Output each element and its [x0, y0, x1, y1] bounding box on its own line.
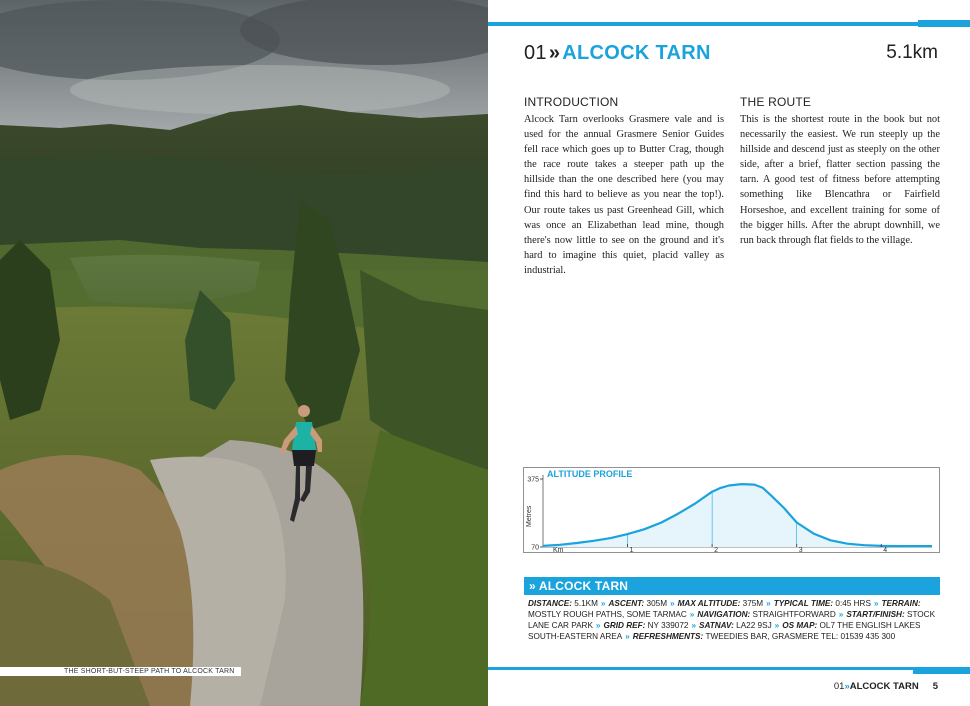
route-distance: 5.1km: [886, 42, 938, 63]
separator-icon: »: [873, 599, 879, 608]
introduction-heading: INTRODUCTION: [524, 95, 619, 109]
info-label: ASCENT:: [608, 599, 647, 608]
x-axis-label: Km: [553, 547, 564, 553]
route-section: [740, 95, 940, 248]
x-tick-label: 4: [883, 547, 888, 553]
info-value: 0:45 HRS: [835, 599, 871, 608]
info-label: TYPICAL TIME:: [773, 599, 836, 608]
introduction-section: [524, 95, 724, 278]
info-label: OS MAP:: [782, 621, 820, 630]
info-value: MOSTLY ROUGH PATHS, SOME TARMAC: [528, 610, 687, 619]
route-heading: THE ROUTE: [740, 95, 812, 109]
info-heading-label: ALCOCK TARN: [538, 579, 629, 593]
separator-icon: »: [670, 599, 675, 608]
chart-title: ALTITUDE PROFILE: [547, 469, 633, 479]
info-label: MAX ALTITUDE:: [677, 599, 743, 608]
info-label: NAVIGATION:: [697, 610, 753, 619]
x-tick-label: 3: [798, 547, 803, 553]
separator-icon: »: [838, 610, 844, 619]
chevron-icon: »: [548, 42, 561, 64]
y-tick-label: 70: [531, 544, 539, 552]
separator-icon: »: [774, 621, 780, 630]
separator-icon: »: [691, 621, 696, 630]
separator-icon: »: [595, 621, 601, 630]
footer-number: 01: [833, 681, 845, 692]
altitude-profile-chart: [523, 467, 940, 553]
separator-icon: »: [766, 599, 771, 608]
page-number: 5: [932, 681, 938, 692]
info-heading: [524, 577, 940, 595]
info-label: DISTANCE:: [528, 599, 575, 608]
guide-page: [488, 0, 970, 706]
info-value: STRAIGHTFORWARD: [752, 610, 836, 619]
x-tick-label: 2: [714, 547, 719, 553]
chevron-icon: »: [529, 579, 536, 593]
info-value: LA22 9SJ: [736, 621, 772, 630]
info-label: GRID REF:: [603, 621, 648, 630]
page-footer: [834, 681, 938, 692]
top-accent-bar: [488, 22, 918, 26]
separator-icon: »: [689, 610, 695, 619]
y-tick-label: 375: [527, 476, 539, 484]
route-number: 01: [524, 42, 547, 64]
top-accent-tab: [918, 20, 970, 27]
separator-icon: »: [625, 632, 630, 641]
info-value: 305M: [646, 599, 668, 608]
info-value: STOCK LANE CAR PARK: [528, 610, 936, 630]
info-label: REFRESHMENTS:: [632, 632, 706, 641]
separator-icon: »: [600, 599, 606, 608]
route-info-box: [524, 577, 940, 642]
info-label: TERRAIN:: [881, 599, 921, 608]
photo-caption: THE SHORT-BUT-STEEP PATH TO ALCOCK TARN: [0, 667, 241, 676]
introduction-text: Alcock Tarn overlooks Grasmere vale and is used for the annual Grasmere Senior Guides fell race which goes up to Butter Crag, though the race route takes a steeper path up the hillside than the one described here (you may find this hard to believe as you near the top!). Our route takes us past Greenhead Gill, which was once an Elizabethan lead mine, though there's now little to see on the ground and it's hard to imagine this quiet, placid valley as industrial.: [524, 114, 724, 276]
x-tick-label: 1: [629, 547, 634, 553]
chevron-icon: »: [844, 681, 850, 692]
info-value: 5.1KM: [574, 599, 598, 608]
info-value: 375M: [742, 599, 764, 608]
y-axis-label: Metres: [526, 505, 533, 527]
bottom-accent-bar: [488, 667, 913, 670]
info-label: SATNAV:: [699, 621, 737, 630]
bottom-accent-tab: [913, 667, 970, 674]
route-text: This is the shortest route in the book but not necessarily the easiest. We run steeply up the hillside and descend just as steeply on the other side, after a brief, flatter section passing the tarn. A good test of fitness before attempting something like Blencathra or Fairfield Horseshoe, and excellent training for some of the bigger hills. After the abrupt downhill, we run back through flat fields to the village.: [740, 114, 940, 246]
info-label: START/FINISH:: [846, 610, 907, 619]
footer-title: ALCOCK TARN: [849, 681, 919, 692]
route-name: ALCOCK TARN: [562, 42, 711, 64]
route-title: [524, 42, 711, 65]
info-value: NY 339072: [647, 621, 689, 630]
info-value: OL7 THE ENGLISH LAKES SOUTH-EASTERN AREA: [528, 621, 921, 641]
info-value: TWEEDIES BAR, GRASMERE TEL: 01539 435 300: [705, 632, 896, 641]
info-details: [524, 595, 940, 642]
